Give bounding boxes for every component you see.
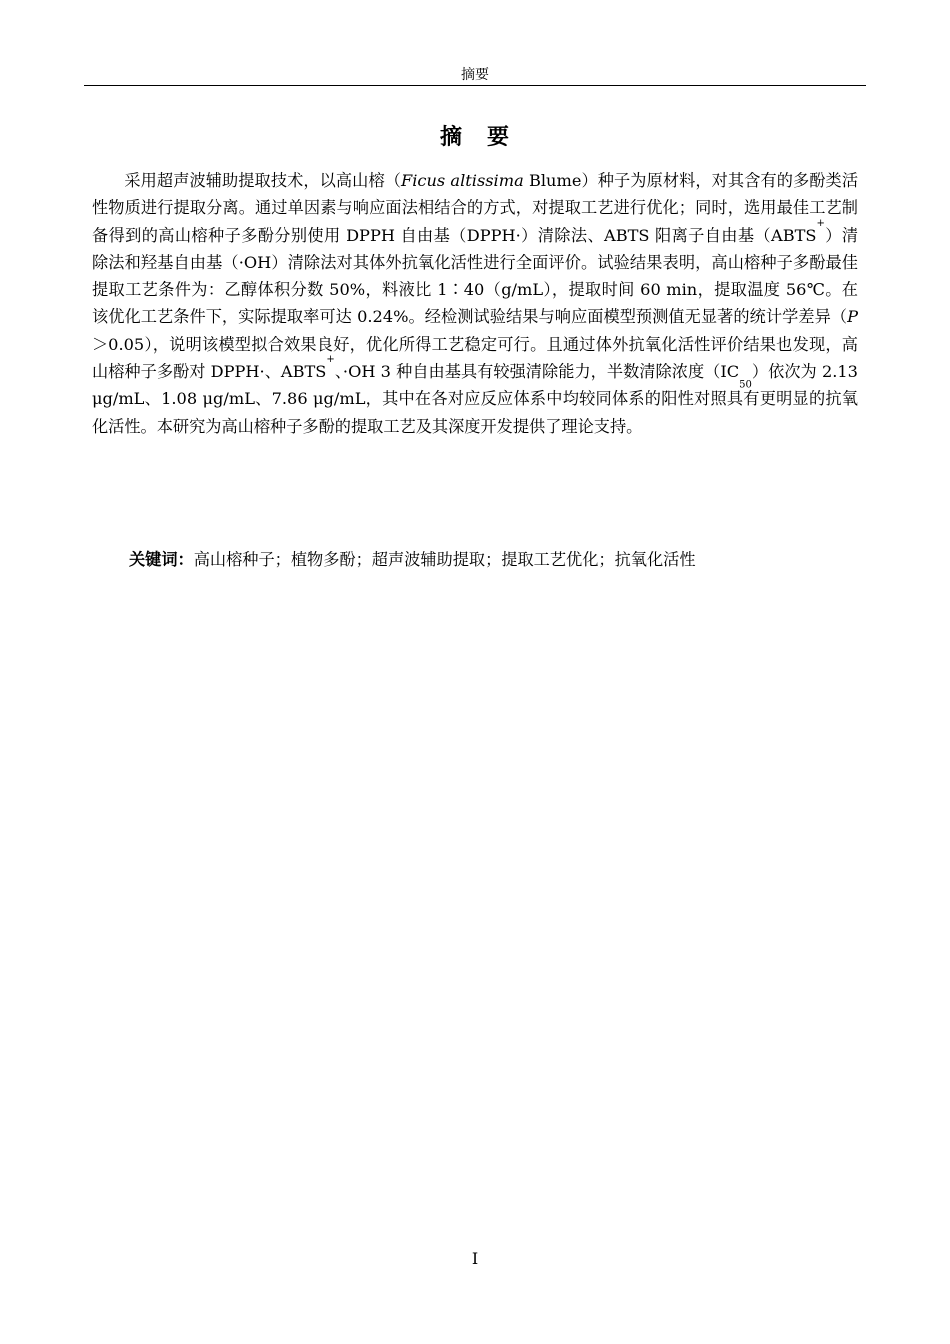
latin-species-name: Ficus altissima [401,171,524,190]
keywords-text: 高山榕种子；植物多酚；超声波辅助提取；提取工艺优化；抗氧化活性 [193,550,696,569]
abstract-title [0,123,950,153]
title-char-1: 摘 [439,125,463,150]
title-char-2: 要 [487,125,511,150]
keywords-line [129,546,869,573]
keywords-label: 关键词： [129,550,194,569]
abstract-text-1: 采用超声波辅助提取技术，以高山榕（ [124,171,401,190]
abstract-text-5: 、·OH 3 种自由基具有较强清除能力，半数清除浓度（IC [334,362,740,382]
abstract-text-3: ）清除法和羟基自由基（·OH）清除法对其体外抗氧化活性进行全面评价。试验结果表明，高山榕种子多酚最佳提取工艺条件为：乙醇体积分数 50%，料液比 1∶40（g/mL），提取时间 60 min，提取温度 56℃。在该优化工艺条件下，实际提取率可达 0.24%。经检测试验结果与响应面模型预测值无显著的统计学差异（ [92,225,859,327]
page-number: I [471,1249,479,1268]
superscript-plus-2: + [326,354,335,366]
abstract-body [92,167,858,440]
abstract-text-4: ＞0.05），说明该模型拟合效果良好，优化所得工艺稳定可行。且通过体外抗氧化活性评价结果也发现，高山榕种子多酚对 DPPH·、ABTS [92,334,858,382]
abstract-text-6: ）依次为 2.13 μg/mL、1.08 μg/mL、7.86 μg/mL，其中在各对应反应体系中均较同体系的阳性对照具有更明显的抗氧化活性。本研究为高山榕种子多酚的提取工艺及其深度开发提供了理论支持。 [92,362,858,436]
header-rule [84,85,866,86]
abstract-text-2: Blume）种子为原材料，对其含有的多酚类活性物质进行提取分离。通过单因素与响应面法相结合的方式，对提取工艺进行优化；同时，选用最佳工艺制备得到的高山榕种子多酚分别使用 DPPH 自由基（DPPH·）清除法、ABTS 阳离子自由基（ABTS [92,171,859,245]
running-header: 摘要 [461,67,489,83]
ic50-subscript: 50 [739,379,752,391]
superscript-plus-1: + [816,217,825,229]
p-value-symbol: P [847,307,858,327]
